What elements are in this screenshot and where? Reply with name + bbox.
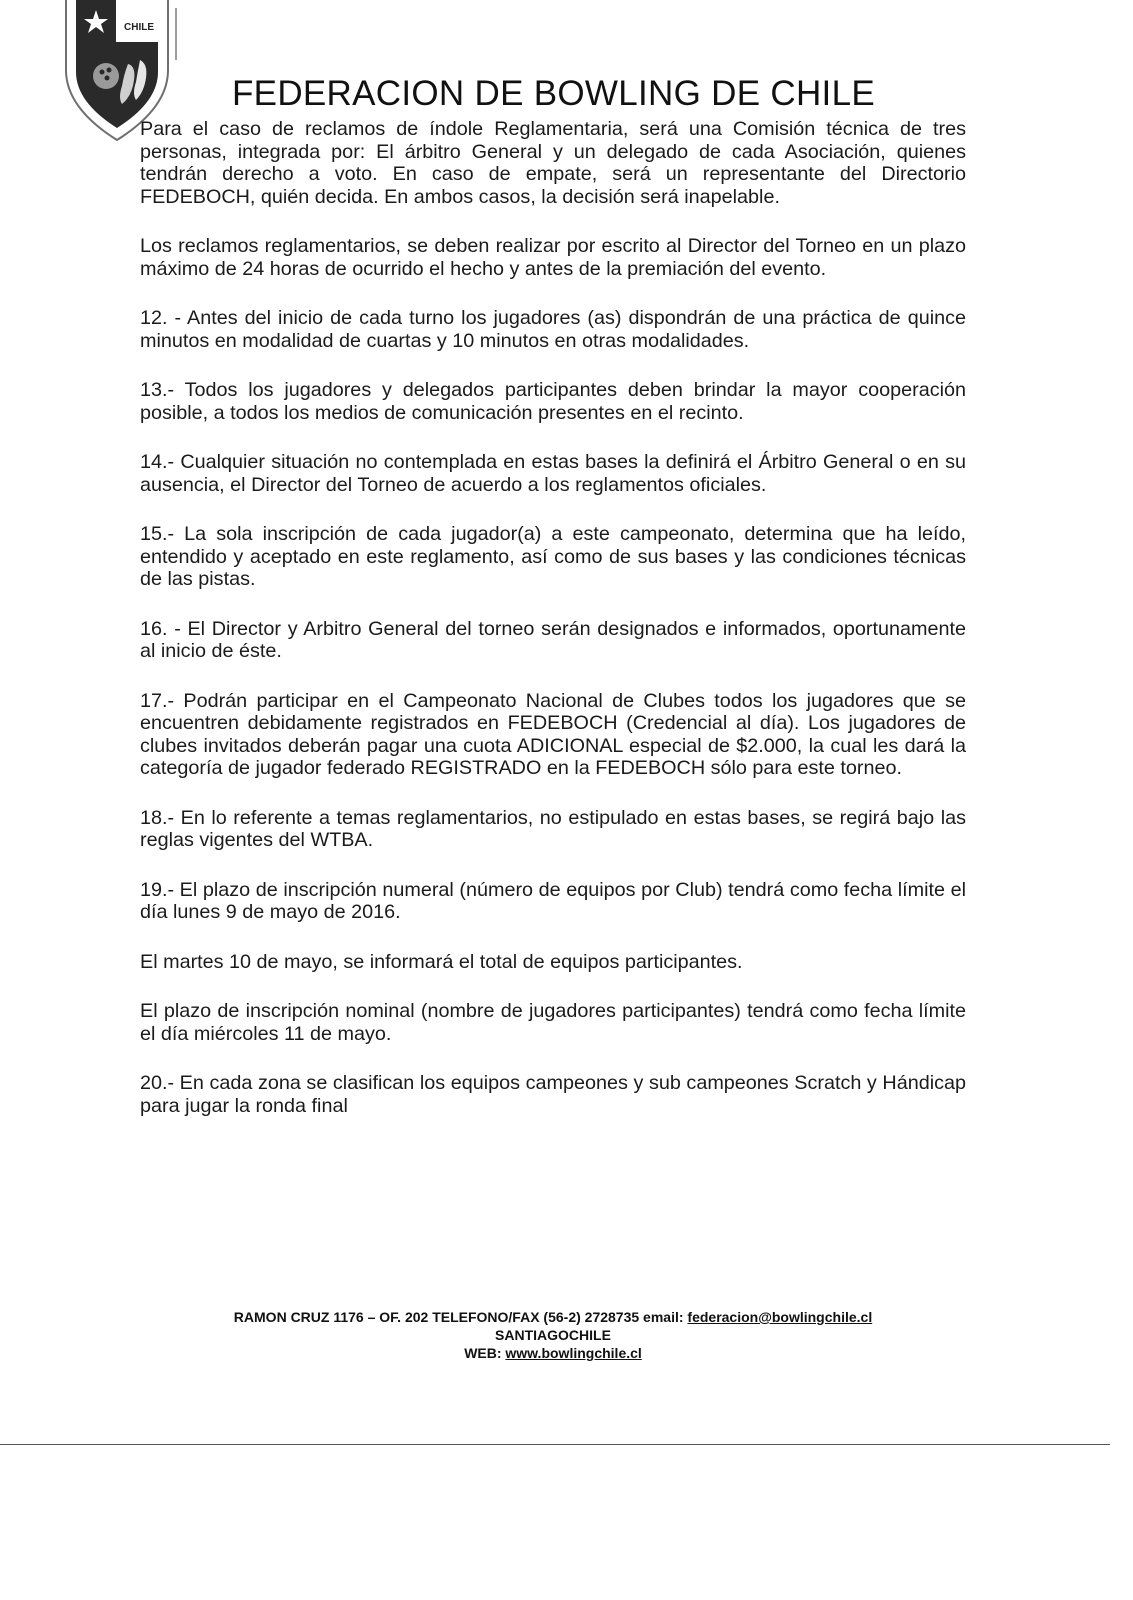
paragraph-rule-19: 19.- El plazo de inscripción numeral (número de equipos por Club) tendrá como fecha límite el día lunes 9 de mayo de 2016.	[140, 878, 966, 923]
logo-text: CHILE	[124, 22, 154, 33]
paragraph-nominal-registration: El plazo de inscripción nominal (nombre de jugadores participantes) tendrá como fecha límite el día miércoles 11 de mayo.	[140, 1000, 966, 1045]
paragraph-rule-18: 18.- En lo referente a temas reglamentarios, no estipulado en estas bases, se regirá bajo las reglas vigentes del WTBA.	[140, 806, 966, 851]
paragraph-claims-deadline: Los reclamos reglamentarios, se deben realizar por escrito al Director del Torneo en un plazo máximo de 24 horas de ocurrido el hecho y antes de la premiación del evento.	[140, 235, 966, 280]
paragraph-teams-announcement: El martes 10 de mayo, se informará el total de equipos participantes.	[140, 950, 743, 973]
paragraph-rule-15: 15.- La sola inscripción de cada jugador(a) a este campeonato, determina que ha leído, entendido y aceptado en este reglamento, así como de sus bases y las condiciones técnicas de las pistas.	[140, 523, 966, 590]
paragraph-rule-14: 14.- Cualquier situación no contemplada en estas bases la definirá el Árbitro General o en su ausencia, el Director del Torneo de acuerdo a los reglamentos oficiales.	[140, 451, 966, 496]
footer-address: RAMON CRUZ 1176 – OF. 202 TELEFONO/FAX (56-2) 2728735 email:	[233, 1309, 684, 1325]
paragraph-rule-20: 20.- En cada zona se clasifican los equipos campeones y sub campeones Scratch y Hándicap para jugar la ronda final	[140, 1072, 966, 1117]
paragraph-rule-13: 13.- Todos los jugadores y delegados participantes deben brindar la mayor cooperación posible, a todos los medios de comunicación presentes en el recinto.	[140, 379, 966, 424]
document-body	[140, 118, 966, 1144]
bottom-divider	[0, 1444, 1110, 1445]
footer-email-link[interactable]: federacion@bowlingchile.cl	[687, 1309, 873, 1325]
footer-contact-line	[140, 1308, 966, 1326]
footer-city: SANTIAGOCHILE	[495, 1327, 611, 1343]
paragraph-rule-16: 16. - El Director y Arbitro General del torneo serán designados e informados, oportunamente al inicio de éste.	[140, 617, 966, 662]
document-title: FEDERACION DE BOWLING DE CHILE	[232, 74, 875, 113]
footer-web-line	[140, 1344, 966, 1362]
paragraph-claims-commission: Para el caso de reclamos de índole Reglamentaria, será una Comisión técnica de tres personas, integrada por: El árbitro General y un delegado de cada Asociación, quienes tendrán derecho a voto. En caso de empate, será un representante del Directorio FEDEBOCH, quién decida. En ambos casos, la decisión será inapelable.	[140, 118, 966, 208]
footer-web-link[interactable]: www.bowlingchile.cl	[505, 1345, 642, 1361]
paragraph-rule-17: 17.- Podrán participar en el Campeonato Nacional de Clubes todos los jugadores que se encuentren debidamente registrados en FEDEBOCH (Credencial al día). Los jugadores de clubes invitados deberán pagar una cuota ADICIONAL especial de $2.000, la cual les dará la categoría de jugador federado REGISTRADO en la FEDEBOCH sólo para este torneo.	[140, 689, 966, 779]
paragraph-rule-12: 12. - Antes del inicio de cada turno los jugadores (as) dispondrán de una práctica de quince minutos en modalidad de cuartas y 10 minutos en otras modalidades.	[140, 307, 966, 352]
page-footer	[140, 1308, 966, 1362]
footer-web-label: WEB:	[464, 1345, 502, 1361]
